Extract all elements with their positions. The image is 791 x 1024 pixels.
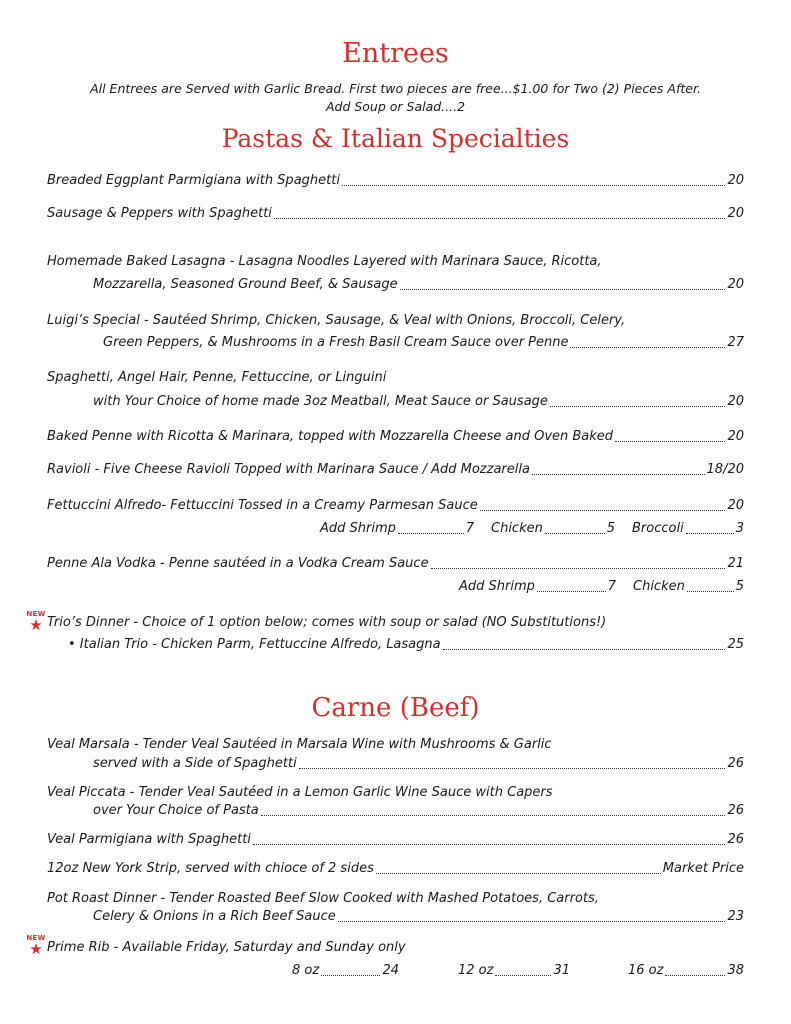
addon-label: Chicken bbox=[633, 579, 685, 594]
size-price: 24 bbox=[382, 963, 399, 978]
menu-item-price: 20 bbox=[727, 394, 744, 409]
leader-dots bbox=[342, 185, 726, 186]
leader-dots bbox=[261, 815, 726, 816]
leader-dots bbox=[376, 873, 661, 874]
new-badge bbox=[25, 611, 47, 632]
carne-title: Carne (Beef) bbox=[311, 693, 480, 723]
leader-dots bbox=[550, 406, 726, 407]
menu-item-name: Pot Roast Dinner - Tender Roasted Beef Slow Cooked with Mashed Potatoes, Carrots, bbox=[47, 891, 599, 906]
menu-item bbox=[47, 860, 744, 878]
entrees-title: Entrees bbox=[342, 38, 449, 69]
new-badge-label: NEW bbox=[26, 610, 46, 618]
menu-item-price: 20 bbox=[727, 277, 744, 292]
menu-item-name: Veal Piccata - Tender Veal Sautéed in a Lemon Garlic Wine Sauce with Capers bbox=[47, 785, 553, 800]
size-label: 12 oz bbox=[458, 963, 494, 978]
addon-label: Add Shrimp bbox=[459, 579, 535, 594]
menu-item bbox=[47, 205, 744, 223]
leader-dots bbox=[431, 568, 726, 569]
menu-item bbox=[103, 334, 744, 352]
menu-item-price: 21 bbox=[727, 556, 744, 571]
menu-item-option: • Italian Trio - Chicken Parm, Fettuccine Alfredo, Lasagna bbox=[68, 637, 441, 652]
menu-item bbox=[68, 636, 744, 654]
size-label: 8 oz bbox=[292, 963, 320, 978]
menu-item bbox=[93, 755, 744, 773]
menu-item bbox=[47, 461, 744, 479]
star-icon: ★ bbox=[29, 940, 43, 958]
menu-item-description: over Your Choice of Pasta bbox=[93, 803, 259, 818]
leader-dots bbox=[570, 347, 725, 348]
leader-dots bbox=[274, 218, 726, 219]
leader-dots bbox=[321, 975, 380, 976]
addon-chicken bbox=[633, 578, 744, 596]
size-price: 38 bbox=[727, 963, 744, 978]
pastas-title: Pastas & Italian Specialties bbox=[221, 124, 570, 153]
menu-item-price: Market Price bbox=[662, 861, 744, 876]
leader-dots bbox=[665, 975, 725, 976]
menu-item-description: Green Peppers, & Mushrooms in a Fresh Basil Cream Sauce over Penne bbox=[103, 335, 569, 350]
leader-dots bbox=[545, 533, 605, 534]
addon-price: 5 bbox=[735, 579, 744, 594]
menu-item-name: Sausage & Peppers with Spaghetti bbox=[47, 206, 272, 221]
menu-item bbox=[47, 497, 744, 515]
menu-item-name: Prime Rib - Available Friday, Saturday and Sunday only bbox=[47, 940, 406, 955]
menu-item-price: 27 bbox=[727, 335, 744, 350]
leader-dots bbox=[686, 533, 734, 534]
addon-broccoli bbox=[632, 520, 744, 538]
menu-item-name: Homemade Baked Lasagna - Lasagna Noodles Layered with Marinara Sauce, Ricotta, bbox=[47, 254, 602, 269]
menu-item-description: Mozzarella, Seasoned Ground Beef, & Sausage bbox=[93, 277, 398, 292]
menu-item-name: Spaghetti, Angel Hair, Penne, Fettuccine, or Linguini bbox=[47, 370, 387, 385]
addon-chicken bbox=[491, 520, 615, 538]
leader-dots bbox=[495, 975, 551, 976]
addon-label: Add Shrimp bbox=[320, 521, 396, 536]
leader-dots bbox=[615, 441, 725, 442]
menu-item bbox=[93, 908, 744, 926]
menu-item-price: 20 bbox=[727, 429, 744, 444]
menu-item bbox=[47, 831, 744, 849]
menu-item-description: Celery & Onions in a Rich Beef Sauce bbox=[93, 909, 336, 924]
menu-item bbox=[93, 393, 744, 411]
menu-item-name: Ravioli - Five Cheese Ravioli Topped with Marinara Sauce / Add Mozzarella bbox=[47, 462, 530, 477]
menu-item-price: 20 bbox=[727, 173, 744, 188]
size-12oz bbox=[458, 962, 570, 980]
menu-item-price: 20 bbox=[727, 206, 744, 221]
addon-price: 5 bbox=[606, 521, 615, 536]
entrees-note-line-2: Add Soup or Salad....2 bbox=[325, 99, 466, 114]
menu-item-name: Penne Ala Vodka - Penne sautéed in a Vodka Cream Sauce bbox=[47, 556, 429, 571]
entrees-note-line-1: All Entrees are Served with Garlic Bread. First two pieces are free...$1.00 for Two (2) Pieces After. bbox=[90, 81, 701, 96]
menu-item-price: 26 bbox=[727, 756, 744, 771]
menu-item-description: with Your Choice of home made 3oz Meatball, Meat Sauce or Sausage bbox=[93, 394, 548, 409]
size-price: 31 bbox=[553, 963, 570, 978]
new-badge bbox=[25, 935, 47, 956]
leader-dots bbox=[253, 844, 726, 845]
leader-dots bbox=[537, 591, 606, 592]
leader-dots bbox=[687, 591, 734, 592]
leader-dots bbox=[338, 921, 726, 922]
menu-item bbox=[47, 172, 744, 190]
menu-item-name: Fettuccini Alfredo- Fettuccini Tossed in a Creamy Parmesan Sauce bbox=[47, 498, 478, 513]
new-badge-label: NEW bbox=[26, 934, 46, 942]
addon-label: Chicken bbox=[491, 521, 543, 536]
menu-item-name: Trio’s Dinner - Choice of 1 option below; comes with soup or salad (NO Substitutions!) bbox=[47, 615, 607, 630]
menu-item-price: 23 bbox=[727, 909, 744, 924]
menu-item-price: 25 bbox=[727, 637, 744, 652]
addon-label: Broccoli bbox=[632, 521, 684, 536]
leader-dots bbox=[400, 289, 726, 290]
size-8oz bbox=[292, 962, 399, 980]
addon-price: 7 bbox=[607, 579, 616, 594]
addon-price: 3 bbox=[735, 521, 744, 536]
menu-item-name: Breaded Eggplant Parmigiana with Spaghetti bbox=[47, 173, 340, 188]
menu-item-description: served with a Side of Spaghetti bbox=[93, 756, 297, 771]
size-label: 16 oz bbox=[628, 963, 664, 978]
leader-dots bbox=[480, 510, 726, 511]
menu-item-name: Veal Marsala - Tender Veal Sautéed in Marsala Wine with Mushrooms & Garlic bbox=[47, 737, 552, 752]
menu-item-price: 20 bbox=[727, 498, 744, 513]
leader-dots bbox=[532, 474, 705, 475]
menu-item bbox=[47, 555, 744, 573]
menu-item bbox=[47, 428, 744, 446]
star-icon: ★ bbox=[29, 616, 43, 634]
addon-shrimp bbox=[459, 578, 616, 596]
menu-item-name: 12oz New York Strip, served with chioce of 2 sides bbox=[47, 861, 374, 876]
menu-item-price: 26 bbox=[727, 803, 744, 818]
size-16oz bbox=[628, 962, 744, 980]
leader-dots bbox=[443, 649, 726, 650]
menu-item-price: 26 bbox=[727, 832, 744, 847]
menu-item bbox=[93, 276, 744, 294]
leader-dots bbox=[299, 768, 726, 769]
addon-price: 7 bbox=[465, 521, 474, 536]
menu-item-name: Veal Parmigiana with Spaghetti bbox=[47, 832, 251, 847]
leader-dots bbox=[398, 533, 464, 534]
menu-item-name: Baked Penne with Ricotta & Marinara, topped with Mozzarella Cheese and Oven Baked bbox=[47, 429, 614, 444]
menu-item bbox=[93, 802, 744, 820]
menu-item-name: Luigi’s Special - Sautéed Shrimp, Chicken, Sausage, & Veal with Onions, Broccoli, Celery, bbox=[47, 313, 626, 328]
addon-shrimp bbox=[320, 520, 474, 538]
menu-item-price: 18/20 bbox=[706, 462, 744, 477]
